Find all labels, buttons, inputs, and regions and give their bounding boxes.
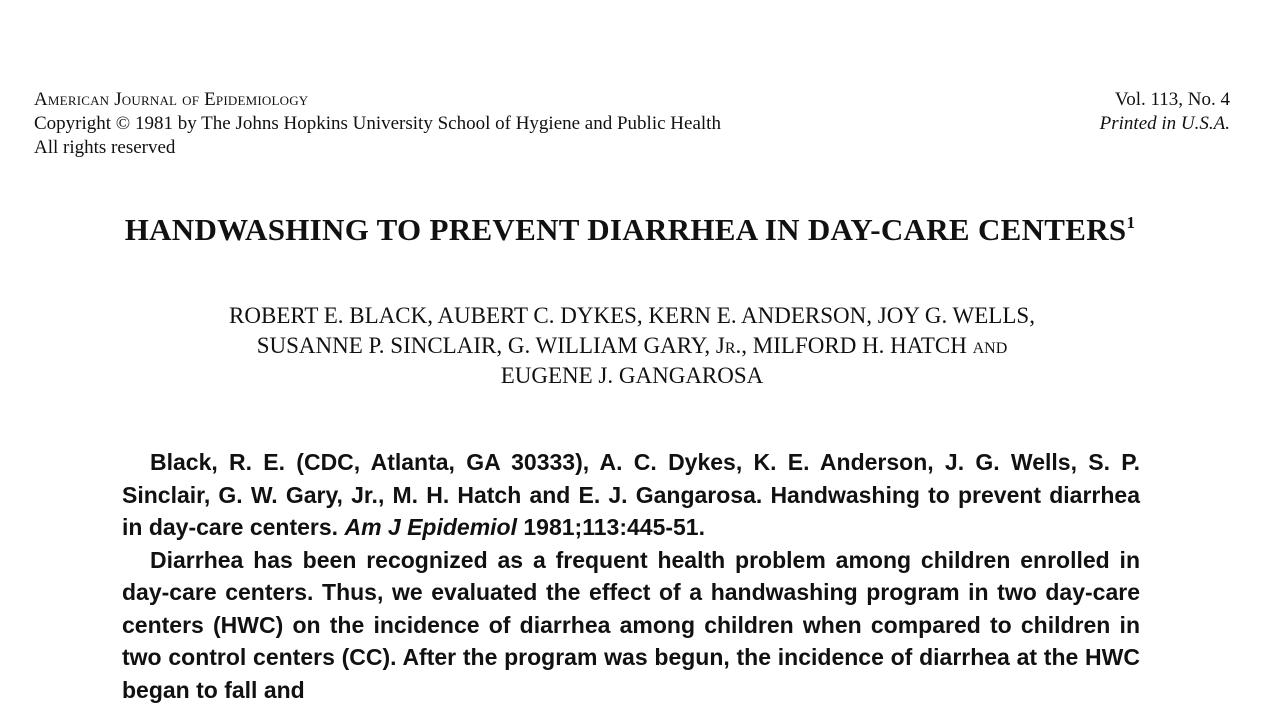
citation-reference: 1981;113:445-51. [517,514,705,540]
journal-header [34,88,721,160]
journal-name: American Journal of Epidemiology [34,89,309,110]
author-conjunction: and [972,333,1008,358]
author-list [0,301,1264,391]
article-title [0,212,1260,248]
citation-journal: Am J Epidemiol [344,514,517,540]
abstract-citation [122,446,1140,544]
issue-info [1100,88,1230,136]
author-line-3: EUGENE J. GANGAROSA [500,363,764,388]
volume-number: Vol. 113, No. 4 [1114,89,1230,110]
abstract [122,446,1140,706]
printed-in: Printed in U.S.A. [1099,113,1230,134]
author-line-2-part-a: SUSANNE P. SINCLAIR, G. WILLIAM GARY, [256,333,716,358]
author-line-2-part-b: , MILFORD H. HATCH [741,333,973,358]
article-title-text: HANDWASHING TO PREVENT DIARRHEA IN DAY-CARE CENTERS [124,212,1127,247]
author-line-2 [0,331,1264,361]
citation-text: Black, R. E. (CDC, Atlanta, GA 30333), A. C. Dykes, K. E. Anderson, J. G. Wells, S. P. Sinclair, G. W. Gary, Jr., M. H. Hatch and E. J. Gangarosa. Handwashing to prevent diarrhea in day-care centers. [122,449,1140,540]
title-footnote-marker: 1 [1126,213,1136,232]
copyright-line: Copyright © 1981 by The Johns Hopkins University School of Hygiene and Public Health [34,113,721,134]
author-suffix-jr: Jr. [715,333,742,358]
rights-line: All rights reserved [34,137,176,158]
author-line-1: ROBERT E. BLACK, AUBERT C. DYKES, KERN E. ANDERSON, JOY G. WELLS, [229,303,1035,328]
abstract-body: Diarrhea has been recognized as a frequent health problem among children enrolled in day-care centers. Thus, we evaluated the effect of a handwashing program in two day-care centers (HWC) on the incidence of diarrhea among children when compared to children in two control centers (CC). After the program was begun, the incidence of diarrhea at the HWC began to fall and [122,546,1140,703]
